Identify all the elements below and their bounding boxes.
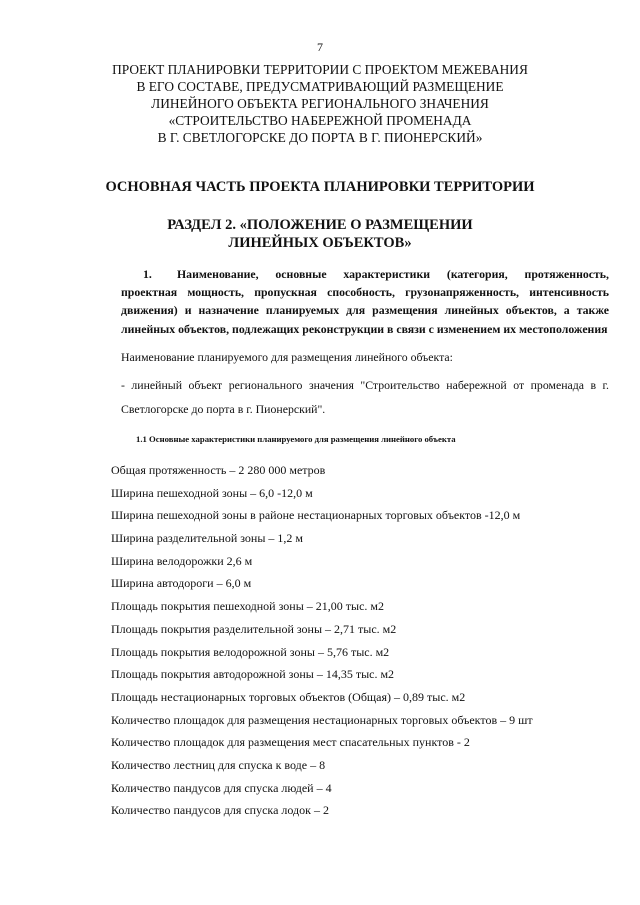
page-number: 7 xyxy=(317,40,323,54)
characteristic-item: Количество площадок для размещения мест спасательных пунктов - 2 xyxy=(111,735,470,750)
characteristic-item: Ширина велодорожки 2,6 м xyxy=(111,553,253,568)
paragraph-heading-text: Наименование, основные характеристики (категория, протяженность, проектная мощность, пропускная способность, грузонапряженность, интенсивность движения) и назначение планируемых для размещения линейных объектов, а также линейных объектов, подлежащих реконструкции в связи с изменением их местоположения xyxy=(121,267,609,336)
characteristic-item: Ширина автодороги – 6,0 м xyxy=(111,576,252,591)
header-line: ЛИНЕЙНОГО ОБЪЕКТА РЕГИОНАЛЬНОГО ЗНАЧЕНИЯ xyxy=(151,96,489,111)
subsection-heading: 1.1 Основные характеристики планируемого для размещения линейного объекта xyxy=(136,434,456,444)
characteristics-list xyxy=(111,461,611,824)
characteristic-item: Площадь покрытия разделительной зоны – 2,71 тыс. м2 xyxy=(111,621,397,636)
characteristic-item: Площадь покрытия велодорожной зоны – 5,76 тыс. м2 xyxy=(111,644,390,659)
characteristic-item: Количество лестниц для спуска к воде – 8 xyxy=(111,757,326,772)
header-line: В Г. СВЕТЛОГОРСКЕ ДО ПОРТА В Г. ПИОНЕРСКИЙ» xyxy=(157,130,483,145)
characteristic-item: Площадь покрытия пешеходной зоны – 21,00 тыс. м2 xyxy=(111,599,384,614)
characteristic-item: Ширина пешеходной зоны в районе нестационарных торговых объектов -12,0 м xyxy=(111,508,521,523)
section-title-line: РАЗДЕЛ 2. «ПОЛОЖЕНИЕ О РАЗМЕЩЕНИИ xyxy=(167,217,473,233)
characteristic-item: Площадь нестационарных торговых объектов (Общая) – 0,89 тыс. м2 xyxy=(111,689,466,704)
header-line: ПРОЕКТ ПЛАНИРОВКИ ТЕРРИТОРИИ С ПРОЕКТОМ МЕЖЕВАНИЯ xyxy=(112,62,528,77)
paragraph-heading xyxy=(121,265,609,338)
characteristic-item: Количество пандусов для спуска людей – 4 xyxy=(111,780,332,795)
object-name-bullet: - линейный объект регионального значения "Строительство набережной от променада в г. Светлогорске до порта в г. Пионерский". xyxy=(121,378,609,416)
characteristic-item: Общая протяженность – 2 280 000 метров xyxy=(111,463,326,477)
paragraph-number: 1. xyxy=(143,267,152,281)
characteristic-item: Ширина разделительной зоны – 1,2 м xyxy=(111,531,304,546)
characteristic-item: Количество пандусов для спуска лодок – 2 xyxy=(111,803,329,818)
document-header xyxy=(100,61,540,146)
main-title: ОСНОВНАЯ ЧАСТЬ ПРОЕКТА ПЛАНИРОВКИ ТЕРРИТОРИИ xyxy=(105,179,535,195)
section-title xyxy=(120,216,520,252)
section-title-line: ЛИНЕЙНЫХ ОБЪЕКТОВ» xyxy=(228,235,412,251)
header-line: «СТРОИТЕЛЬСТВО НАБЕРЕЖНОЙ ПРОМЕНАДА xyxy=(168,113,472,128)
paragraph-intro: Наименование планируемого для размещения линейного объекта: xyxy=(121,350,453,364)
characteristic-item: Количество площадок для размещения нестационарных торговых объектов – 9 шт xyxy=(111,712,533,727)
header-line: В ЕГО СОСТАВЕ, ПРЕДУСМАТРИВАЮЩИЙ РАЗМЕЩЕНИЕ xyxy=(136,79,504,94)
characteristic-item: Ширина пешеходной зоны – 6,0 -12,0 м xyxy=(111,485,313,500)
characteristic-item: Площадь покрытия автодорожной зоны – 14,35 тыс. м2 xyxy=(111,667,395,682)
